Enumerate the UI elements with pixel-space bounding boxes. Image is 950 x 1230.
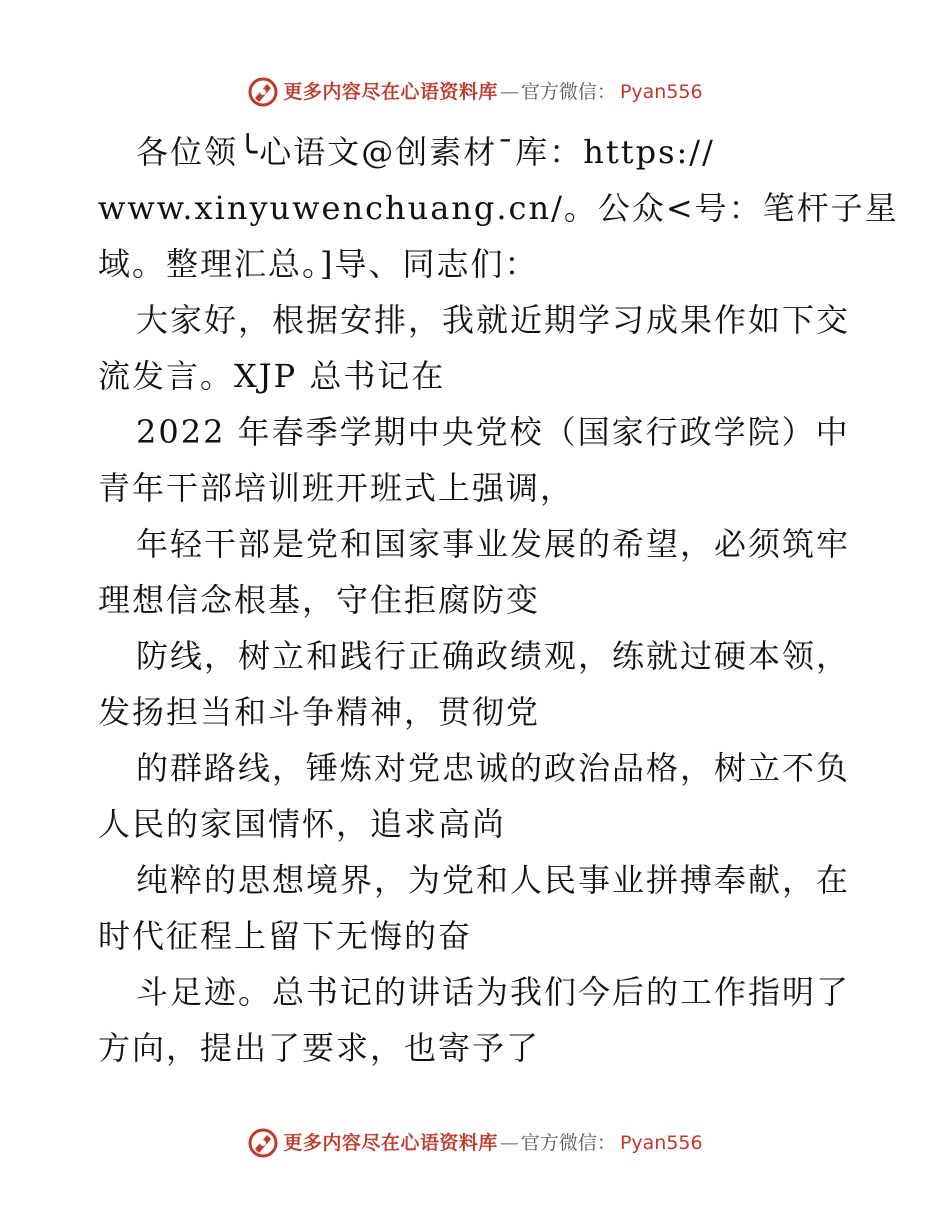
text-line: 各位领╰心语文@创素材¯库：https:// [136, 133, 715, 171]
text-line: 域。整理汇总。]导、同志们： [98, 245, 539, 283]
brand-logo-icon [247, 1127, 279, 1159]
header-wechat-label: 官方微信： [520, 81, 616, 103]
brand-logo-icon [247, 76, 279, 108]
header-promo-text: 更多内容尽在心语资料库 [283, 81, 498, 103]
footer-promo-text: 更多内容尽在心语资料库 [283, 1132, 498, 1154]
text-line: 青年干部培训班开班式上强调， [98, 469, 575, 507]
text-line: 时代征程上留下无悔的奋 [98, 917, 473, 955]
text-line: 年轻干部是党和国家事业发展的希望，必须筑牢 [136, 525, 851, 563]
footer-wechat-label: 官方微信： [520, 1132, 616, 1154]
header-dash: — [499, 81, 519, 103]
text-line: 纯粹的思想境界，为党和人民事业拼搏奉献，在 [136, 861, 851, 899]
footer-wechat-id: Pyan556 [619, 1132, 703, 1154]
header-wechat-id: Pyan556 [619, 81, 703, 103]
document-body [98, 124, 899, 1076]
text-line: 理想信念根基，守住拒腐防变 [98, 581, 541, 619]
text-line: 方向，提出了要求，也寄予了 [98, 1029, 541, 1067]
text-line: 的群路线，锤炼对党忠诚的政治品格，树立不负 [136, 749, 851, 787]
footer-dash: — [499, 1132, 519, 1154]
text-line: 人民的家国情怀，追求高尚 [98, 805, 507, 843]
header-banner [0, 76, 950, 108]
text-line: www.xinyuwenchuang.cn/。公众<号：笔杆子星 [98, 189, 899, 227]
text-line: 大家好，根据安排，我就近期学习成果作如下交 [136, 301, 851, 339]
text-line: 发扬担当和斗争精神，贯彻党 [98, 693, 541, 731]
text-line: 防线，树立和践行正确政绩观，练就过硬本领， [136, 637, 851, 675]
text-line: 2022 年春季学期中央党校（国家行政学院）中 [136, 413, 850, 451]
footer-banner [0, 1127, 950, 1159]
text-line: 斗足迹。总书记的讲话为我们今后的工作指明了 [136, 973, 851, 1011]
text-line: 流发言。XJP 总书记在 [98, 357, 446, 395]
